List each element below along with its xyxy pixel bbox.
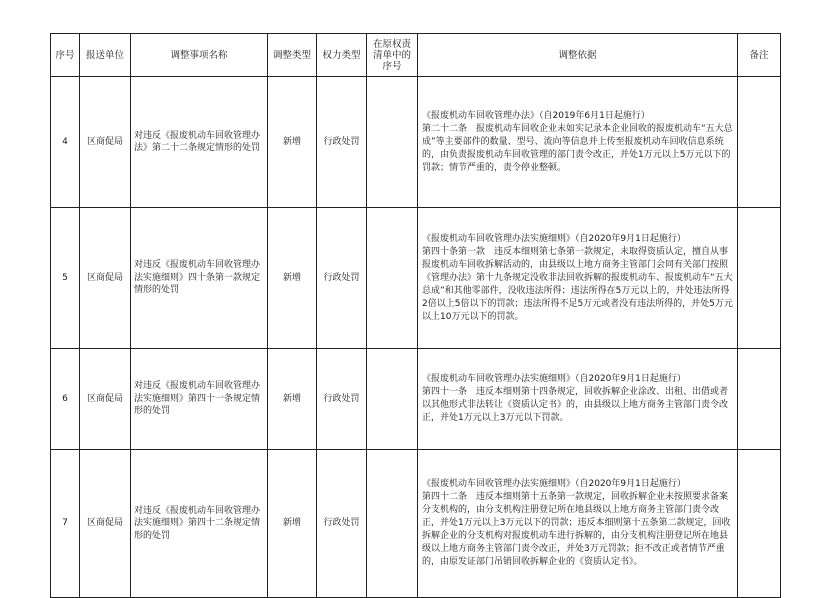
cell-item: 对违反《报废机动车回收管理办法实施细则》第四十二条规定情形的处罚 — [131, 450, 268, 598]
cell-basis — [418, 450, 738, 598]
cell-orig-no — [367, 450, 418, 598]
table-row — [51, 208, 781, 349]
cell-power-type: 行政处罚 — [317, 77, 367, 208]
cell-seq: 6 — [51, 349, 80, 450]
cell-note — [738, 450, 781, 598]
table-header-row — [51, 34, 781, 77]
basis-text: 第四十二条 违反本细则第十五条第一款规定，回收拆解企业未按照要求备案分支机构的，由分支机构注册登记所在地县级以上地方商务主管部门责令改正，并处1万元以上3万元以下的罚款；违反本细则第十五条第二款规定，回收拆解企业的分支机构对报废机动车进行拆解的，由分支机构注册登记所在地县级以上地方商务主管部门责令改正，并处3万元罚款；拒不改正或者情节严重的，由原发证部门吊销回收拆解企业的《资质认定书》。 — [422, 492, 731, 567]
cell-adj-type: 新增 — [268, 77, 317, 208]
cell-unit: 区商促局 — [80, 349, 131, 450]
cell-note — [738, 77, 781, 208]
cell-power-type: 行政处罚 — [317, 450, 367, 598]
cell-item: 对违反《报废机动车回收管理办法实施细则》第四十一条规定情形的处罚 — [131, 349, 268, 450]
cell-basis — [418, 349, 738, 450]
basis-title: 《报废机动车回收管理办法实施细则》（自2020年9月1日起施行） — [422, 374, 686, 384]
header-adj-type: 调整类型 — [268, 34, 317, 77]
basis-title: 《报废机动车回收管理办法实施细则》（自2020年9月1日起施行） — [422, 233, 686, 244]
cell-basis — [418, 208, 738, 349]
cell-adj-type: 新增 — [268, 349, 317, 450]
adjustment-table — [50, 33, 781, 598]
header-item: 调整事项名称 — [131, 34, 268, 77]
basis-text: 第四十一条 违反本细则第十四条规定，回收拆解企业涂改、出租、出借或者以其他形式非法转让《资质认定书》的，由县级以上地方商务主管部门责令改正，并处1万元以上3万元以下罚款。 — [422, 387, 729, 423]
header-seq: 序号 — [51, 34, 80, 77]
basis-title: 《报废机动车回收管理办法实施细则》（自2020年9月1日起施行） — [422, 479, 686, 489]
cell-orig-no — [367, 208, 418, 349]
table-row — [51, 349, 781, 450]
cell-item: 对违反《报废机动车回收管理办法》第二十二条规定情形的处罚 — [131, 77, 268, 208]
cell-orig-no — [367, 77, 418, 208]
cell-unit: 区商促局 — [80, 450, 131, 598]
cell-adj-type: 新增 — [268, 450, 317, 598]
table-row — [51, 450, 781, 598]
cell-note — [738, 349, 781, 450]
table-row — [51, 77, 781, 208]
basis-text: 第二十二条 报废机动车回收企业未如实记录本企业回收的报废机动车“五大总成”等主要部件的数量、型号、流向等信息并上传至报废机动车回收信息系统的，由负责报废机动车回收管理的部门责令改正，并处1万元以上5万元以下的罚款；情节严重的，责令停业整顿。 — [422, 123, 733, 173]
cell-note — [738, 208, 781, 349]
cell-item: 对违反《报废机动车回收管理办法实施细则》四十条第一款规定情形的处罚 — [131, 208, 268, 349]
cell-orig-no — [367, 349, 418, 450]
header-basis: 调整依据 — [418, 34, 738, 77]
cell-basis — [418, 77, 738, 208]
cell-seq: 5 — [51, 208, 80, 349]
cell-seq: 7 — [51, 450, 80, 598]
cell-power-type: 行政处罚 — [317, 349, 367, 450]
cell-power-type: 行政处罚 — [317, 208, 367, 349]
cell-adj-type: 新增 — [268, 208, 317, 349]
cell-seq: 4 — [51, 77, 80, 208]
header-note: 备注 — [738, 34, 781, 77]
basis-text: 第四十条第一款 违反本细则第七条第一款规定，未取得资质认定，擅自从事报废机动车回收拆解活动的，由县级以上地方商务主管部门会同有关部门按照《管理办法》第十九条规定没收非法回收拆解的报废机动车、报废机动车“五大总成”和其他零部件，没收违法所得；违法所得在5万元以上的，并处违法所得2倍以上5倍以下的罚款；违法所得不足5万元或者没有违法所得的，并处5万元以上10万元以下的罚款。 — [422, 246, 733, 322]
basis-title: 《报废机动车回收管理办法》（自2019年6月1日起施行） — [422, 110, 650, 121]
header-orig-no: 在原权责清单中的序号 — [367, 34, 418, 77]
header-power-type: 权力类型 — [317, 34, 367, 77]
header-unit: 报送单位 — [80, 34, 131, 77]
cell-unit: 区商促局 — [80, 77, 131, 208]
cell-unit: 区商促局 — [80, 208, 131, 349]
